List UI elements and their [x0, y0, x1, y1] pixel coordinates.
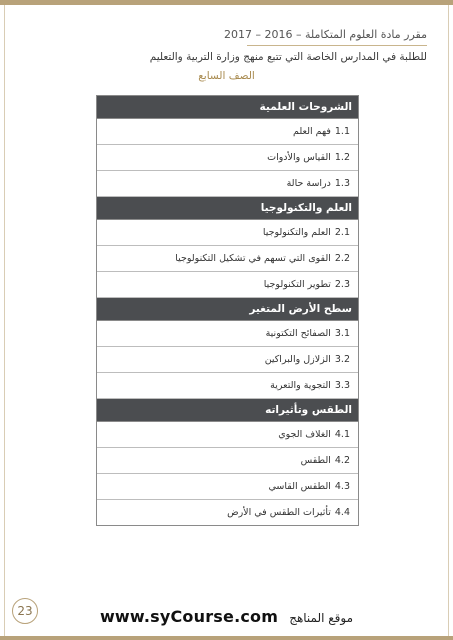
toc-item-label: تأثيرات الطقس في الأرض — [227, 507, 331, 518]
header-divider — [247, 45, 427, 46]
bottom-gold-band — [0, 636, 453, 640]
section-header-4: الطقس وتأثيراته — [97, 399, 358, 422]
toc-item-number: 3.1 — [334, 328, 350, 339]
toc-item-label: القياس والأدوات — [267, 152, 331, 163]
section-header-1: الشروحات العلمية — [97, 96, 358, 119]
toc-row — [97, 119, 358, 145]
toc-row — [97, 500, 358, 525]
toc-item-label: الصفائح التكتونية — [265, 328, 331, 339]
toc-row — [97, 246, 358, 272]
table-of-contents — [96, 95, 359, 526]
toc-item-label: الزلازل والبراكين — [264, 354, 331, 365]
toc-item-label: العلم والتكنولوجيا — [262, 227, 331, 238]
toc-row — [97, 474, 358, 500]
toc-item-number: 1.1 — [334, 126, 350, 137]
footer-watermark — [0, 607, 453, 626]
toc-item-label: الطقس — [300, 455, 331, 466]
toc-item-number: 2.1 — [334, 227, 350, 238]
section-header-2: العلم والتكنولوجيا — [97, 197, 358, 220]
site-arabic-label: موقع المناهج — [289, 611, 354, 625]
toc-item-number: 4.2 — [334, 455, 350, 466]
course-title: مقرر مادة العلوم المتكاملة – 2016 – 2017 — [223, 28, 427, 41]
toc-row — [97, 321, 358, 347]
toc-item-number: 3.3 — [334, 380, 350, 391]
toc-row — [97, 448, 358, 474]
toc-item-number: 2.2 — [334, 253, 350, 264]
toc-row — [97, 373, 358, 399]
toc-item-label: دراسة حالة — [286, 178, 331, 189]
toc-item-number: 4.4 — [334, 507, 350, 518]
toc-item-number: 4.1 — [334, 429, 350, 440]
toc-item-label: الطقس القاسي — [268, 481, 331, 492]
toc-row — [97, 272, 358, 298]
toc-item-label: فهم العلم — [293, 126, 331, 137]
toc-item-label: التجوية والتعرية — [270, 380, 331, 391]
toc-item-label: القوى التي تسهم في تشكيل التكنولوجيا — [175, 253, 331, 264]
toc-item-number: 3.2 — [334, 354, 350, 365]
site-url[interactable]: www.syCourse.com — [99, 607, 279, 626]
toc-row — [97, 145, 358, 171]
toc-row — [97, 171, 358, 197]
page-number: 23 — [12, 598, 38, 624]
toc-item-number: 2.3 — [334, 279, 350, 290]
toc-row — [97, 422, 358, 448]
section-header-3: سطح الأرض المتغير — [97, 298, 358, 321]
page-header — [27, 28, 427, 64]
toc-item-number: 1.2 — [334, 152, 350, 163]
toc-item-label: تطوير التكنولوجيا — [263, 279, 331, 290]
grade-label: الصف السابع — [198, 70, 255, 82]
toc-row — [97, 220, 358, 246]
toc-row — [97, 347, 358, 373]
toc-item-label: الغلاف الجوي — [278, 429, 331, 440]
toc-item-number: 1.3 — [334, 178, 350, 189]
toc-item-number: 4.3 — [334, 481, 350, 492]
audience-text: للطلبة في المدارس الخاصة التي تتبع منهج وزارة التربية والتعليم — [149, 51, 427, 63]
